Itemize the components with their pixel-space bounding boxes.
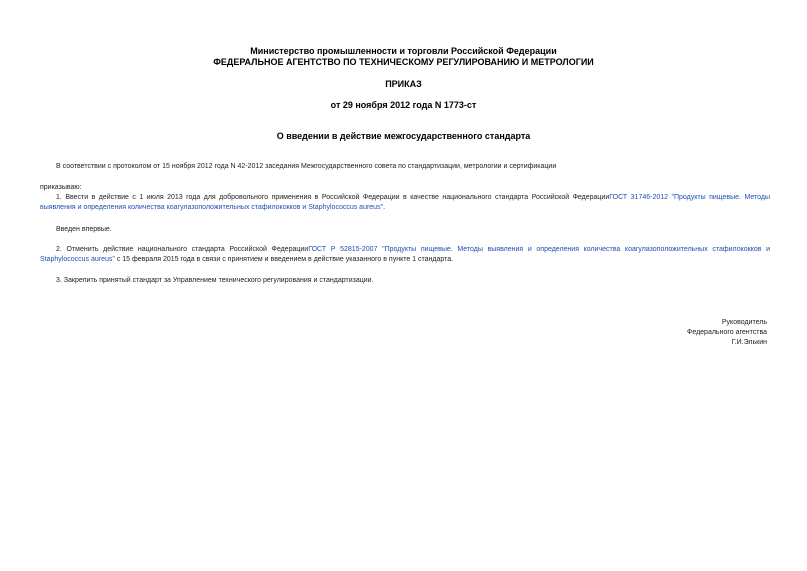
- document-type: ПРИКАЗ: [385, 79, 422, 89]
- first-time-note: Введен впервые.: [56, 226, 112, 233]
- document-subject: О введении в действие межгосударственного стандарта: [276, 131, 531, 141]
- item-2: [40, 245, 770, 265]
- signature-org: Федерального агентства: [687, 329, 767, 336]
- item-3: 3. Закрепить принятый стандарт за Управлением технического регулирования и стандартизации.: [56, 277, 374, 284]
- ministry-title: Министерство промышленности и торговли Российской Федерации: [250, 46, 557, 56]
- signature-name: Г.И.Элькин: [731, 339, 767, 346]
- item-2-text: 2. Отменить действие национального стандарта Российской Федерации: [56, 246, 309, 253]
- signature-role: Руководитель: [721, 319, 767, 326]
- order-word: приказываю:: [40, 184, 82, 191]
- gost-r-52815-link[interactable]: ГОСТ Р 52815-2007 "Продукты пищевые. Методы выявления и определения количества коагулазоположительных стафилококков и Staphylococcus aureus": [40, 246, 770, 263]
- document-date-number: от 29 ноября 2012 года N 1773-ст: [330, 100, 477, 110]
- agency-title: ФЕДЕРАЛЬНОЕ АГЕНТСТВО ПО ТЕХНИЧЕСКОМУ РЕГУЛИРОВАНИЮ И МЕТРОЛОГИИ: [213, 57, 594, 67]
- item-1: [40, 193, 770, 213]
- gost-31746-link[interactable]: ГОСТ 31746-2012 "Продукты пищевые. Методы выявления и определения количества коагулазоположительных стафилококков и Staphylococcus aureus": [40, 194, 770, 211]
- item-1-end: .: [383, 204, 386, 211]
- item-2-end: с 15 февраля 2015 года в связи с принятием и введением в действие указанного в пункте 1 стандарта.: [114, 256, 454, 263]
- preamble-text: В соответствии с протоколом от 15 ноября 2012 года N 42-2012 заседания Межгосударственного совета по стандартизации, метрологии и сертификации: [56, 163, 557, 170]
- item-1-text: 1. Ввести в действие с 1 июля 2013 года для добровольного применения в Российской Федерации в качестве национального стандарта Российской Федерации: [56, 194, 610, 201]
